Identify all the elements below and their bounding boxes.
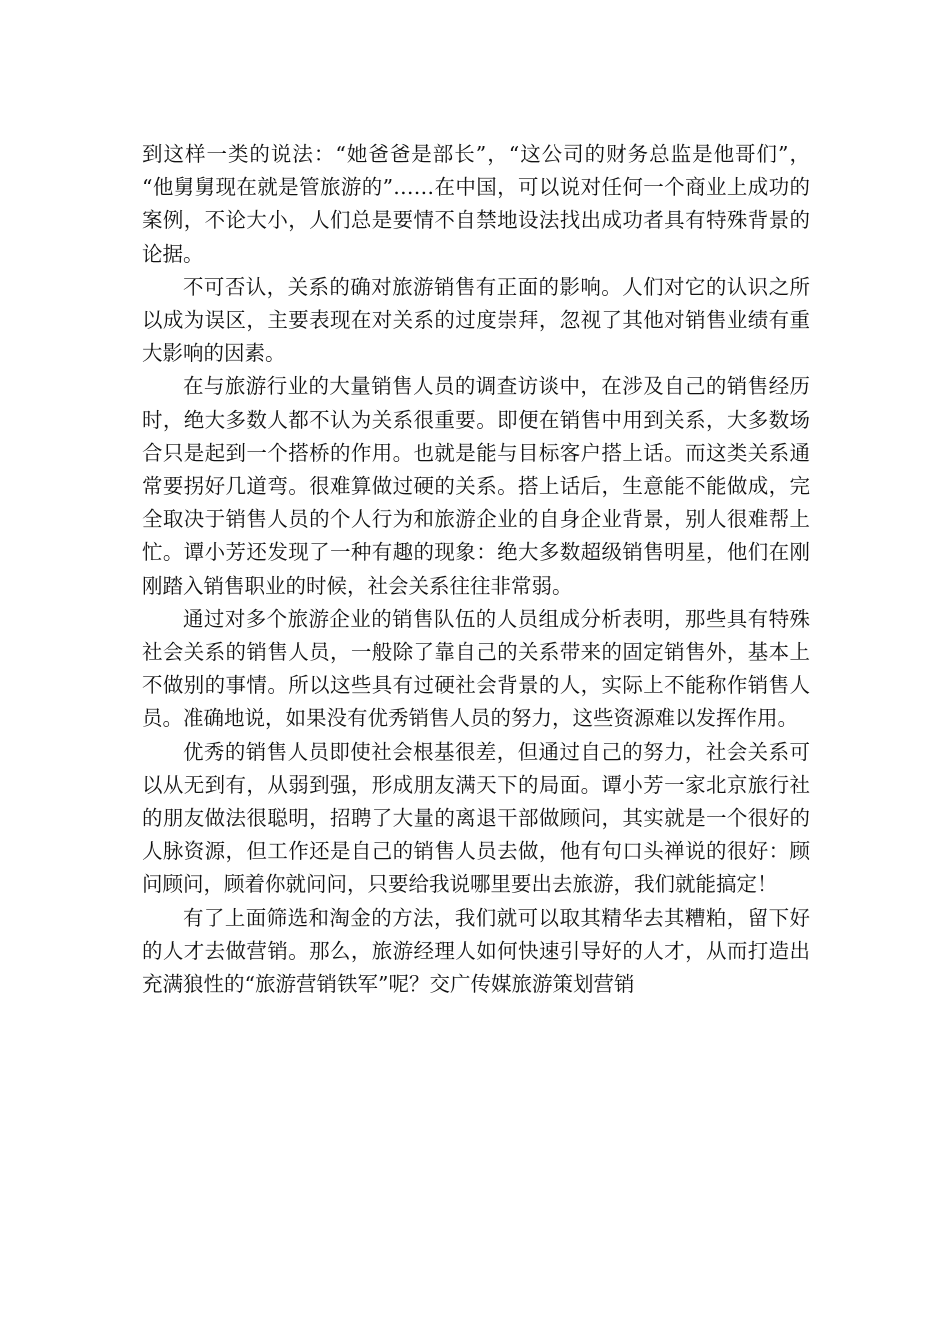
- paragraph-1: 到这样一类的说法：“她爸爸是部长”，“这公司的财务总监是他哥们”， “他舅舅现在就是管旅游的”……在中国，可以说对任何一个商业上成功的案例，不论大小，人们总是要情不自禁地设法找出成功者具有特殊背景的论据。: [142, 142, 810, 266]
- paragraph-5: 优秀的销售人员即使社会根基很差，但通过自己的努力，社会关系可以从无到有，从弱到强，形成朋友满天下的局面。谭小芳一家北京旅行社的朋友做法很聪明，招聘了大量的离退干部做顾问，其实就是一个很好的人脉资源，但工作还是自己的销售人员去做，他有句口头禅说的很好：顾问顾问，顾着你就问问，只要给我说哪里要出去旅游，我们就能搞定！: [142, 739, 810, 897]
- paragraph-3: 在与旅游行业的大量销售人员的调查访谈中，在涉及自己的销售经历时，绝大多数人都不认为关系很重要。即便在销售中用到关系，大多数场合只是起到一个搭桥的作用。也就是能与目标客户搭上话。而这类关系通常要拐好几道弯。很难算做过硬的关系。搭上话后，生意能不能做成，完全取决于销售人员的个人行为和旅游企业的自身企业背景，别人很难帮上忙。谭小芳还发现了一种有趣的现象：绝大多数超级销售明星，他们在刚刚踏入销售职业的时候，社会关系往往非常弱。: [142, 374, 810, 598]
- document-body: [142, 138, 810, 1001]
- paragraph-4: 通过对多个旅游企业的销售队伍的人员组成分析表明，那些具有特殊社会关系的销售人员，一般除了靠自己的关系带来的固定销售外，基本上不做别的事情。所以这些具有过硬社会背景的人，实际上不能称作销售人员。准确地说，如果没有优秀销售人员的努力，这些资源难以发挥作用。: [142, 606, 810, 731]
- paragraph-2: 不可否认，关系的确对旅游销售有正面的影响。人们对它的认识之所以成为误区，主要表现在对关系的过度崇拜，忽视了其他对销售业绩有重大影响的因素。: [142, 274, 810, 366]
- paragraph-6: 有了上面筛选和淘金的方法，我们就可以取其精华去其糟粕，留下好的人才去做营销。那么，旅游经理人如何快速引导好的人才，从而打造出充满狼性的“旅游营销铁军”呢？交广传媒旅游策划营销: [142, 905, 810, 997]
